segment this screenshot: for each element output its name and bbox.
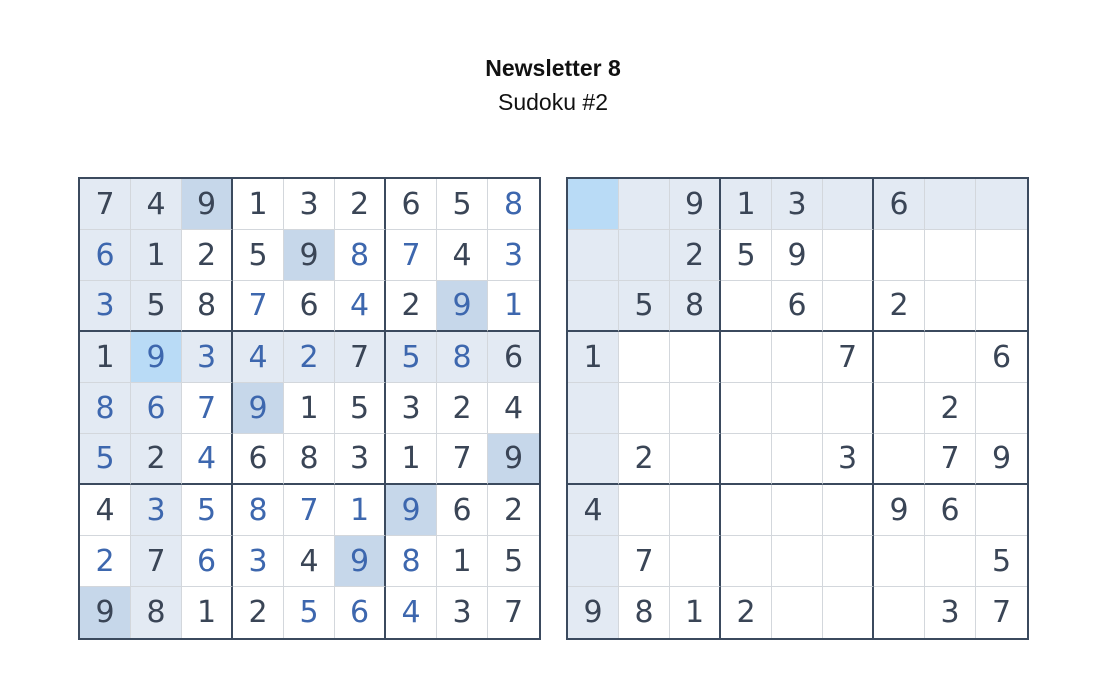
puzzle-cell-8-2[interactable]: 7	[619, 536, 670, 587]
solved-cell-3-7[interactable]: 2	[386, 281, 437, 332]
solved-cell-9-6[interactable]: 6	[335, 587, 386, 638]
page-title: Newsletter 8	[485, 55, 621, 81]
puzzle-cell-4-8[interactable]	[925, 332, 976, 383]
puzzle-cell-3-1[interactable]	[568, 281, 619, 332]
puzzle-cell-4-5[interactable]	[772, 332, 823, 383]
solved-cell-9-3[interactable]: 1	[182, 587, 233, 638]
puzzle-cell-4-6[interactable]: 7	[823, 332, 874, 383]
solved-cell-4-1[interactable]: 1	[80, 332, 131, 383]
solved-cell-8-8[interactable]: 1	[437, 536, 488, 587]
solved-cell-7-1[interactable]: 4	[80, 485, 131, 536]
solved-cell-1-5[interactable]: 3	[284, 179, 335, 230]
puzzle-cell-5-7[interactable]	[874, 383, 925, 434]
solved-cell-6-7[interactable]: 1	[386, 434, 437, 485]
puzzle-cell-2-1[interactable]	[568, 230, 619, 281]
puzzle-cell-2-3[interactable]: 2	[670, 230, 721, 281]
puzzle-cell-1-9[interactable]	[976, 179, 1027, 230]
solved-cell-4-7[interactable]: 5	[386, 332, 437, 383]
solved-cell-4-9[interactable]: 6	[488, 332, 539, 383]
puzzle-cell-9-8[interactable]: 3	[925, 587, 976, 638]
solved-cell-9-9[interactable]: 7	[488, 587, 539, 638]
solved-cell-2-4[interactable]: 5	[233, 230, 284, 281]
solved-cell-5-4[interactable]: 9	[233, 383, 284, 434]
puzzle-cell-2-6[interactable]	[823, 230, 874, 281]
solved-cell-6-8[interactable]: 7	[437, 434, 488, 485]
solved-cell-7-2[interactable]: 3	[131, 485, 182, 536]
solved-cell-3-6[interactable]: 4	[335, 281, 386, 332]
solved-cell-2-3[interactable]: 2	[182, 230, 233, 281]
puzzle-cell-2-8[interactable]	[925, 230, 976, 281]
solved-cell-8-7[interactable]: 8	[386, 536, 437, 587]
solved-cell-7-6[interactable]: 1	[335, 485, 386, 536]
puzzle-cell-8-3[interactable]	[670, 536, 721, 587]
solved-cell-4-8[interactable]: 8	[437, 332, 488, 383]
solved-cell-3-3[interactable]: 8	[182, 281, 233, 332]
solved-cell-9-5[interactable]: 5	[284, 587, 335, 638]
puzzle-cell-2-4[interactable]: 5	[721, 230, 772, 281]
solved-cell-3-9[interactable]: 1	[488, 281, 539, 332]
solved-cell-7-9[interactable]: 2	[488, 485, 539, 536]
solved-cell-8-9[interactable]: 5	[488, 536, 539, 587]
solved-cell-5-2[interactable]: 6	[131, 383, 182, 434]
solved-cell-1-4[interactable]: 1	[233, 179, 284, 230]
solved-cell-6-5[interactable]: 8	[284, 434, 335, 485]
solved-cell-3-8[interactable]: 9	[437, 281, 488, 332]
puzzle-cell-8-1[interactable]	[568, 536, 619, 587]
puzzle-cell-2-7[interactable]	[874, 230, 925, 281]
solved-cell-9-4[interactable]: 2	[233, 587, 284, 638]
solved-cell-1-9[interactable]: 8	[488, 179, 539, 230]
puzzle-cell-1-6[interactable]	[823, 179, 874, 230]
solved-cell-4-4[interactable]: 4	[233, 332, 284, 383]
puzzle-cell-2-5[interactable]: 9	[772, 230, 823, 281]
solved-cell-8-2[interactable]: 7	[131, 536, 182, 587]
puzzle-cell-6-3[interactable]	[670, 434, 721, 485]
solved-cell-6-3[interactable]: 4	[182, 434, 233, 485]
puzzle-cell-4-4[interactable]	[721, 332, 772, 383]
solved-cell-5-5[interactable]: 1	[284, 383, 335, 434]
puzzle-cell-2-9[interactable]	[976, 230, 1027, 281]
puzzle-cell-3-8[interactable]	[925, 281, 976, 332]
puzzle-cell-1-1[interactable]	[568, 179, 619, 230]
solved-cell-8-1[interactable]: 2	[80, 536, 131, 587]
puzzle-cell-5-8[interactable]: 2	[925, 383, 976, 434]
solved-cell-9-8[interactable]: 3	[437, 587, 488, 638]
solved-cell-3-2[interactable]: 5	[131, 281, 182, 332]
puzzle-cell-6-9[interactable]: 9	[976, 434, 1027, 485]
solved-cell-4-3[interactable]: 3	[182, 332, 233, 383]
puzzle-cell-3-3[interactable]: 8	[670, 281, 721, 332]
solved-cell-2-8[interactable]: 4	[437, 230, 488, 281]
puzzle-cell-9-5[interactable]	[772, 587, 823, 638]
puzzle-cell-3-7[interactable]: 2	[874, 281, 925, 332]
puzzle-cell-4-2[interactable]	[619, 332, 670, 383]
puzzle-cell-8-8[interactable]	[925, 536, 976, 587]
puzzle-cell-7-4[interactable]	[721, 485, 772, 536]
solved-cell-1-1[interactable]: 7	[80, 179, 131, 230]
solved-cell-4-2[interactable]: 9	[131, 332, 182, 383]
solved-cell-5-3[interactable]: 7	[182, 383, 233, 434]
solved-sudoku-grid	[80, 179, 539, 638]
solved-cell-6-4[interactable]: 6	[233, 434, 284, 485]
solved-cell-2-9[interactable]: 3	[488, 230, 539, 281]
puzzle-sudoku-grid	[568, 179, 1027, 638]
puzzle-cell-9-4[interactable]: 2	[721, 587, 772, 638]
puzzle-cell-8-6[interactable]	[823, 536, 874, 587]
puzzle-cell-3-9[interactable]	[976, 281, 1027, 332]
puzzle-cell-5-4[interactable]	[721, 383, 772, 434]
puzzle-cell-7-1[interactable]: 4	[568, 485, 619, 536]
solved-cell-7-8[interactable]: 6	[437, 485, 488, 536]
puzzle-cell-5-6[interactable]	[823, 383, 874, 434]
puzzle-cell-9-6[interactable]	[823, 587, 874, 638]
puzzle-cell-7-7[interactable]: 9	[874, 485, 925, 536]
solved-cell-9-1[interactable]: 9	[80, 587, 131, 638]
solved-cell-5-7[interactable]: 3	[386, 383, 437, 434]
solved-cell-8-4[interactable]: 3	[233, 536, 284, 587]
puzzle-subtitle: Sudoku #2	[498, 89, 608, 115]
solved-cell-6-2[interactable]: 2	[131, 434, 182, 485]
solved-cell-1-8[interactable]: 5	[437, 179, 488, 230]
solved-cell-3-4[interactable]: 7	[233, 281, 284, 332]
solved-cell-5-9[interactable]: 4	[488, 383, 539, 434]
solved-cell-4-5[interactable]: 2	[284, 332, 335, 383]
solved-cell-7-3[interactable]: 5	[182, 485, 233, 536]
puzzle-cell-3-5[interactable]: 6	[772, 281, 823, 332]
puzzle-cell-6-2[interactable]: 2	[619, 434, 670, 485]
solved-cell-2-7[interactable]: 7	[386, 230, 437, 281]
puzzle-cell-8-4[interactable]	[721, 536, 772, 587]
puzzle-cell-2-2[interactable]	[619, 230, 670, 281]
solved-cell-3-1[interactable]: 3	[80, 281, 131, 332]
puzzle-cell-9-9[interactable]: 7	[976, 587, 1027, 638]
solved-cell-9-2[interactable]: 8	[131, 587, 182, 638]
solved-cell-5-1[interactable]: 8	[80, 383, 131, 434]
solved-cell-7-4[interactable]: 8	[233, 485, 284, 536]
solved-cell-1-3[interactable]: 9	[182, 179, 233, 230]
puzzle-cell-5-9[interactable]	[976, 383, 1027, 434]
solved-cell-6-9[interactable]: 9	[488, 434, 539, 485]
puzzle-cell-7-2[interactable]	[619, 485, 670, 536]
solved-cell-6-6[interactable]: 3	[335, 434, 386, 485]
puzzle-cell-8-7[interactable]	[874, 536, 925, 587]
solved-cell-1-6[interactable]: 2	[335, 179, 386, 230]
puzzle-cell-5-1[interactable]	[568, 383, 619, 434]
puzzle-cell-7-3[interactable]	[670, 485, 721, 536]
solved-cell-7-5[interactable]: 7	[284, 485, 335, 536]
puzzle-cell-1-7[interactable]: 6	[874, 179, 925, 230]
solved-cell-2-5[interactable]: 9	[284, 230, 335, 281]
puzzle-cell-3-2[interactable]: 5	[619, 281, 670, 332]
puzzle-cell-7-6[interactable]	[823, 485, 874, 536]
solved-cell-6-1[interactable]: 5	[80, 434, 131, 485]
puzzle-cell-1-5[interactable]: 3	[772, 179, 823, 230]
solved-cell-5-8[interactable]: 2	[437, 383, 488, 434]
puzzle-cell-8-9[interactable]: 5	[976, 536, 1027, 587]
puzzle-cell-6-7[interactable]	[874, 434, 925, 485]
puzzle-cell-4-9[interactable]: 6	[976, 332, 1027, 383]
puzzle-cell-1-2[interactable]	[619, 179, 670, 230]
puzzle-cell-5-5[interactable]	[772, 383, 823, 434]
puzzle-cell-3-6[interactable]	[823, 281, 874, 332]
puzzle-cell-4-7[interactable]	[874, 332, 925, 383]
solved-cell-2-1[interactable]: 6	[80, 230, 131, 281]
solved-cell-2-6[interactable]: 8	[335, 230, 386, 281]
solved-cell-3-5[interactable]: 6	[284, 281, 335, 332]
puzzle-cell-9-1[interactable]: 9	[568, 587, 619, 638]
solved-cell-1-7[interactable]: 6	[386, 179, 437, 230]
puzzle-cell-9-3[interactable]: 1	[670, 587, 721, 638]
puzzle-cell-3-4[interactable]	[721, 281, 772, 332]
puzzle-cell-6-6[interactable]: 3	[823, 434, 874, 485]
puzzle-cell-8-5[interactable]	[772, 536, 823, 587]
puzzle-cell-7-9[interactable]	[976, 485, 1027, 536]
puzzle-cell-6-4[interactable]	[721, 434, 772, 485]
puzzle-cell-9-2[interactable]: 8	[619, 587, 670, 638]
puzzle-cell-6-5[interactable]	[772, 434, 823, 485]
solved-cell-5-6[interactable]: 5	[335, 383, 386, 434]
puzzle-cell-1-3[interactable]: 9	[670, 179, 721, 230]
solved-cell-2-2[interactable]: 1	[131, 230, 182, 281]
puzzle-cell-1-8[interactable]	[925, 179, 976, 230]
puzzle-cell-1-4[interactable]: 1	[721, 179, 772, 230]
puzzle-cell-4-3[interactable]	[670, 332, 721, 383]
puzzle-cell-7-5[interactable]	[772, 485, 823, 536]
solved-cell-8-3[interactable]: 6	[182, 536, 233, 587]
puzzle-cell-5-2[interactable]	[619, 383, 670, 434]
solved-cell-1-2[interactable]: 4	[131, 179, 182, 230]
solved-cell-7-7[interactable]: 9	[386, 485, 437, 536]
puzzle-cell-7-8[interactable]: 6	[925, 485, 976, 536]
solved-cell-8-5[interactable]: 4	[284, 536, 335, 587]
solved-cell-9-7[interactable]: 4	[386, 587, 437, 638]
solved-cell-4-6[interactable]: 7	[335, 332, 386, 383]
puzzle-cell-6-8[interactable]: 7	[925, 434, 976, 485]
puzzle-cell-6-1[interactable]	[568, 434, 619, 485]
puzzle-cell-4-1[interactable]: 1	[568, 332, 619, 383]
puzzle-cell-5-3[interactable]	[670, 383, 721, 434]
puzzle-cell-9-7[interactable]	[874, 587, 925, 638]
solved-cell-8-6[interactable]: 9	[335, 536, 386, 587]
